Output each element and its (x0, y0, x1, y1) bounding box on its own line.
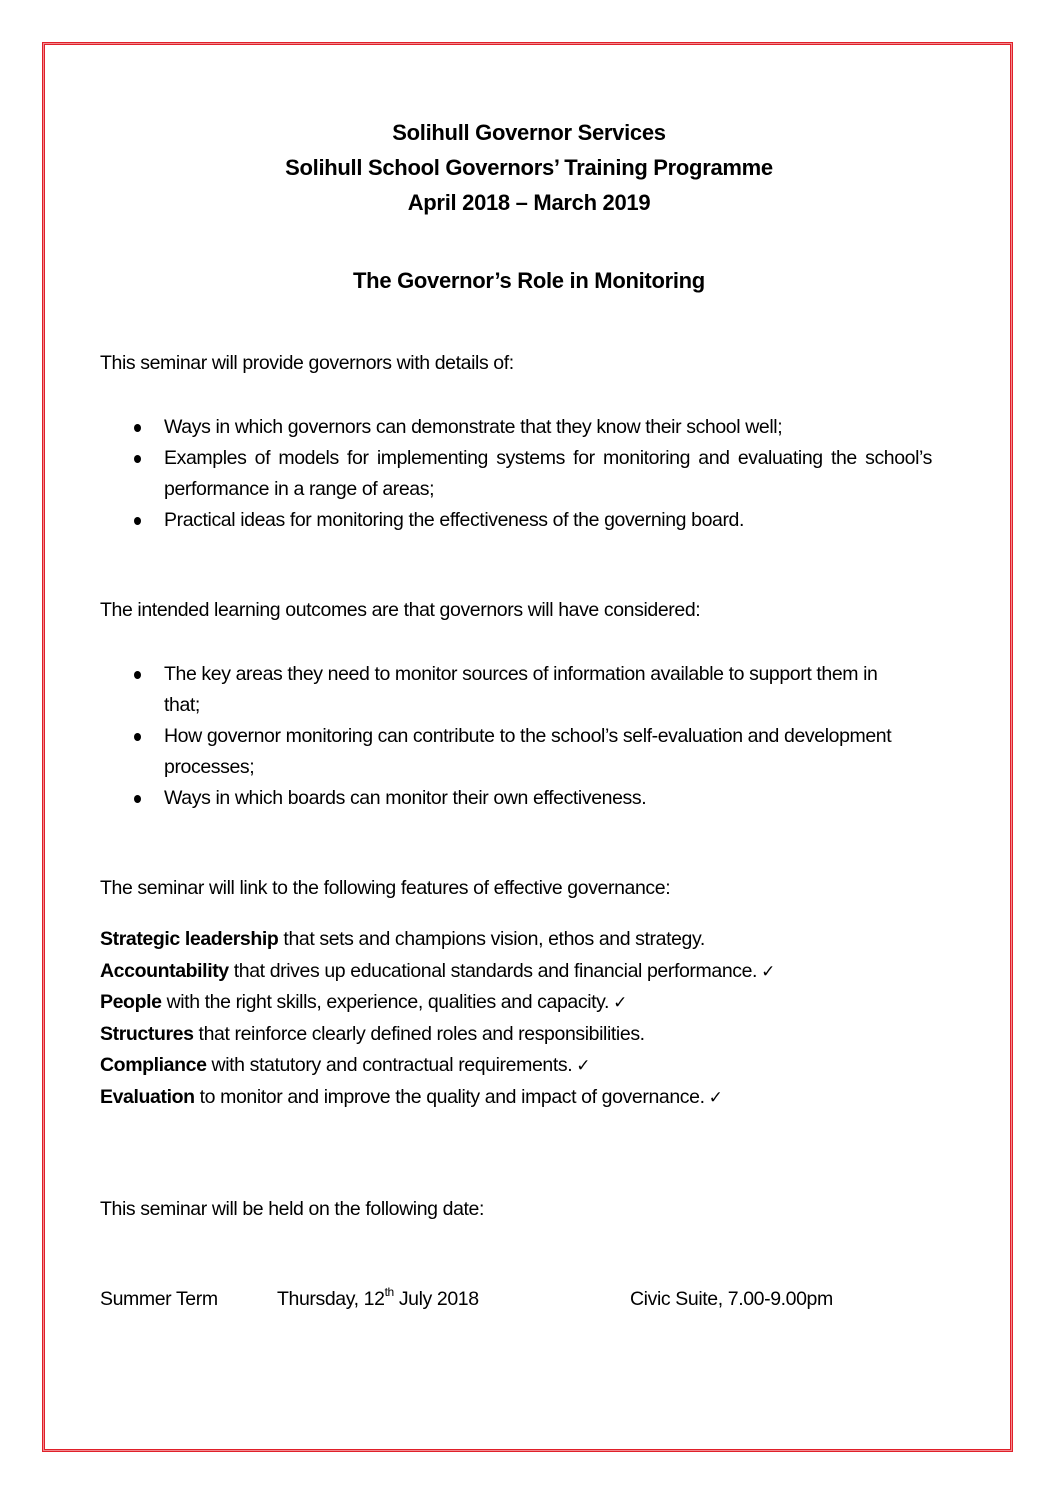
feature-item: Structures that reinforce clearly defined roles and responsibilities. (100, 1022, 645, 1045)
intro-text: This seminar will provide governors with details of: (100, 352, 514, 374)
feature-item: Accountability that drives up educational standards and financial performance. ✓ (100, 959, 775, 982)
list-item: Practical ideas for monitoring the effectiveness of the governing board. (100, 505, 932, 536)
schedule-venue: Civic Suite, 7.00-9.00pm (630, 1288, 833, 1310)
outcomes-text: The intended learning outcomes are that governors will have considered: (100, 599, 701, 621)
bullet-icon (134, 733, 141, 741)
feature-item: Evaluation to monitor and improve the quality and impact of governance. ✓ (100, 1085, 723, 1108)
outcomes-list (100, 659, 932, 814)
feature-item: Strategic leadership that sets and champions vision, ethos and strategy. (100, 928, 705, 950)
bullet-icon (134, 795, 141, 803)
seminar-title: The Governor’s Role in Monitoring (353, 268, 705, 293)
organisation-heading: Solihull Governor Services (392, 120, 666, 145)
list-item: How governor monitoring can contribute to the school’s self-evaluation and development processes; (100, 721, 932, 783)
check-icon: ✓ (576, 1056, 591, 1076)
check-icon: ✓ (761, 961, 775, 982)
features-list (100, 924, 775, 1113)
feature-item: Compliance with statutory and contractual requirements. ✓ (100, 1054, 591, 1076)
bullet-icon (134, 517, 141, 525)
schedule-text: This seminar will be held on the following date: (100, 1198, 485, 1220)
feature-item: People with the right skills, experience, qualities and capacity. ✓ (100, 991, 627, 1013)
check-icon: ✓ (613, 993, 627, 1013)
programme-heading: Solihull School Governors’ Training Programme (285, 155, 773, 180)
bullet-icon (134, 424, 141, 432)
check-icon: ✓ (708, 1087, 723, 1108)
list-item: Ways in which boards can monitor their own effectiveness. (100, 783, 932, 814)
bullet-icon (134, 455, 141, 463)
list-item: Examples of models for implementing systems for monitoring and evaluating the school’s performance in a range of areas; (100, 443, 932, 505)
list-item: The key areas they need to monitor sources of information available to support them in that; (100, 659, 932, 721)
features-text: The seminar will link to the following features of effective governance: (100, 877, 671, 899)
schedule-term: Summer Term (100, 1288, 218, 1310)
intro-list (100, 412, 932, 536)
period-heading: April 2018 – March 2019 (407, 190, 651, 215)
list-item: Ways in which governors can demonstrate that they know their school well; (100, 412, 932, 443)
bullet-icon (134, 671, 141, 679)
schedule-date: Thursday, 12th July 2018 (277, 1285, 479, 1310)
